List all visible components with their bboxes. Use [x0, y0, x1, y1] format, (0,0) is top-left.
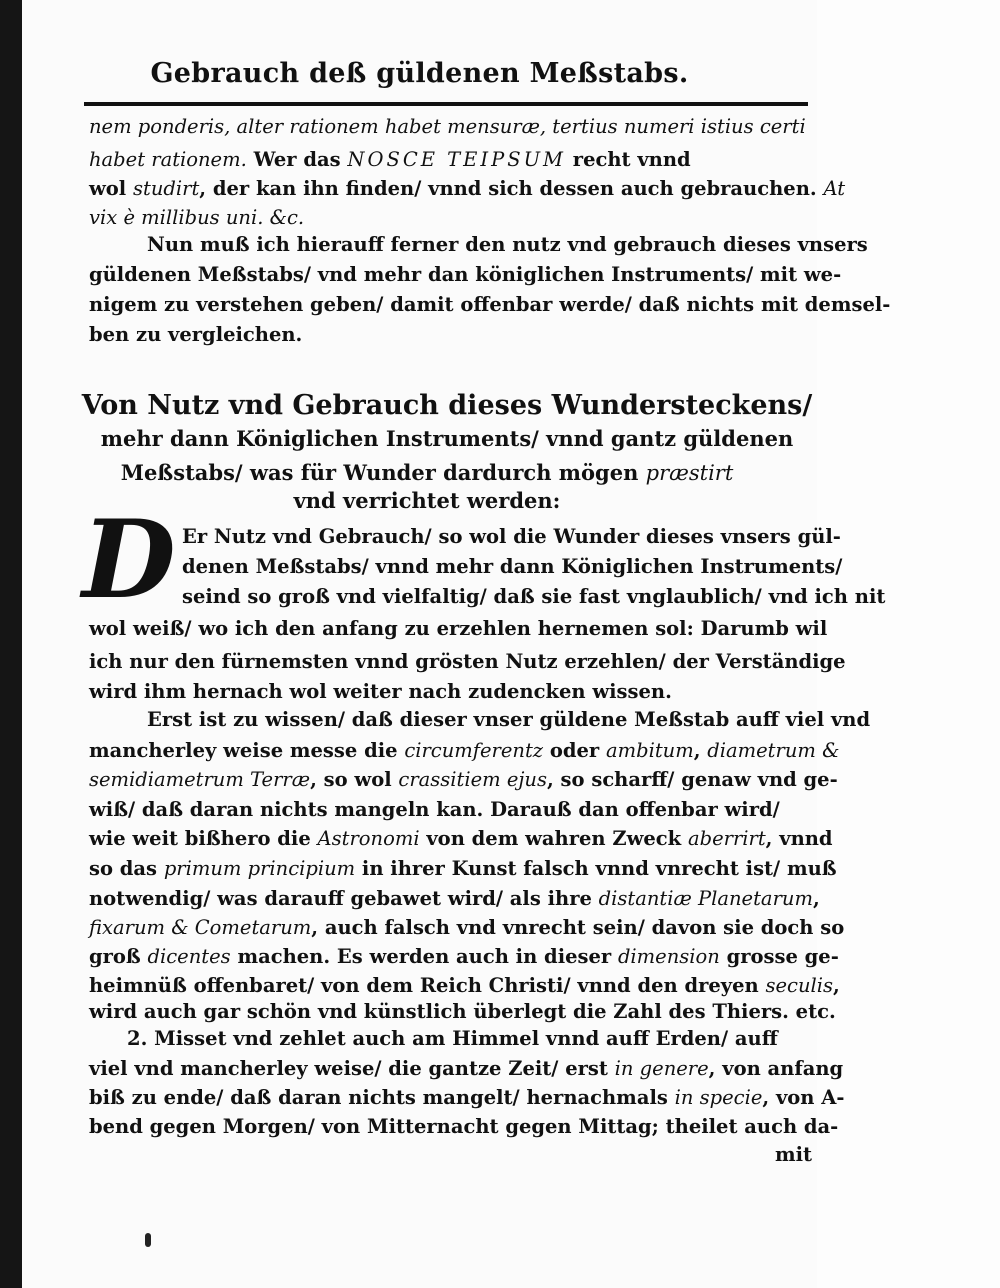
head-rule	[84, 102, 808, 106]
ink-mark	[145, 1233, 151, 1247]
running-head: Gebrauch deß güldenen Meßstabs.	[150, 58, 689, 89]
text-segment: nem ponderis, alter rationem habet mensuræ, tertius numeri istius certi	[89, 115, 806, 138]
text-line	[67, 424, 827, 454]
text-segment: distantiæ Planetarum	[598, 887, 813, 910]
text-segment: mancherley weise messe die	[89, 739, 405, 762]
text-segment: ,	[693, 739, 708, 762]
text-segment: heimnüß offenbaret/ von dem Reich Christi/ vnnd den dreyen	[89, 974, 766, 997]
text-segment: , vnnd	[765, 827, 833, 850]
text-segment: wird ihm hernach wol weiter nach zudencken wissen.	[89, 680, 672, 703]
text-segment: oder	[543, 739, 606, 762]
text-segment: dicentes	[147, 945, 231, 968]
text-segment: studirt	[133, 177, 200, 200]
text-segment: dimension	[617, 945, 720, 968]
text-segment: nigem zu verstehen geben/ damit offenbar werde/ daß nichts mit demsel-	[89, 293, 891, 316]
text-segment: wie weit bißhero die	[89, 827, 318, 850]
text-line	[89, 110, 804, 144]
text-segment: mehr dann Königlichen Instruments/ vnnd gantz güldenen	[100, 426, 794, 451]
text-segment: seculis	[765, 974, 834, 997]
text-segment: Von Nutz vnd Gebrauch dieses Wundersteckens/	[81, 390, 813, 421]
text-segment: groß	[89, 945, 148, 968]
text-segment: wiß/ daß daran nichts mangeln kan. Darauß dan offenbar wird/	[89, 798, 780, 821]
text-line	[89, 822, 833, 856]
text-segment: recht vnnd	[566, 148, 691, 171]
text-segment: Nun muß ich hierauff ferner den nutz vnd gebrauch dieses vnsers	[147, 233, 868, 256]
text-segment: , auch falsch vnd vnrecht sein/ davon sie doch so	[311, 916, 845, 939]
text-segment: in specie	[674, 1086, 763, 1109]
text-segment: grosse ge-	[719, 945, 839, 968]
text-segment: wol weiß/ wo ich den anfang zu erzehlen hernemen sol: Darumb wil	[89, 617, 828, 640]
book-page	[22, 0, 891, 1288]
text-segment: in ihrer Kunst falsch vnnd vnrecht ist/ muß	[355, 857, 837, 880]
text-line	[89, 612, 828, 646]
text-segment: so das	[89, 857, 164, 880]
text-line	[89, 645, 846, 679]
text-segment: semidiametrum Terræ	[89, 768, 311, 791]
text-segment: Astronomi	[317, 827, 420, 850]
text-segment: , so wol	[310, 768, 399, 791]
text-segment: Wer das	[246, 148, 348, 171]
text-line	[67, 386, 827, 426]
text-segment: seind so groß vnd vielfaltig/ daß sie fast vnglaublich/ vnd ich nit	[182, 585, 886, 608]
text-segment: aberrirt	[687, 827, 766, 850]
text-line	[182, 580, 886, 614]
text-segment: ambitum	[605, 739, 694, 762]
text-segment: notwendig/ was darauff gebawet wird/ als ihre	[89, 887, 599, 910]
text-line	[182, 550, 843, 584]
text-segment: diametrum &	[707, 739, 840, 762]
text-line	[89, 318, 804, 352]
text-segment: güldenen Meßstabs/ vnd mehr dan königlichen Instruments/ mit we-	[89, 263, 842, 286]
text-line	[147, 228, 868, 262]
text-segment: primum principium	[163, 857, 356, 880]
text-line	[89, 852, 837, 886]
text-segment: habet rationem.	[89, 148, 247, 171]
text-line	[182, 520, 841, 554]
text-segment: wol	[89, 177, 133, 200]
text-segment: in genere	[614, 1057, 709, 1080]
text-segment: ,	[833, 974, 840, 997]
text-segment: , so scharff/ genaw vnd ge-	[546, 768, 838, 791]
text-segment: von dem wahren Zweck	[419, 827, 688, 850]
text-segment: 2. Misset vnd zehlet auch am Himmel vnnd auff Erden/ auff	[127, 1027, 778, 1050]
text-segment: Erst ist zu wissen/ daß dieser vnser güldene Meßstab auff viel vnd	[147, 708, 871, 731]
text-segment: , der kan ihn finden/ vnnd sich dessen auch gebrauchen.	[199, 177, 824, 200]
text-segment: vnd verrichtet werden:	[293, 488, 561, 513]
text-line	[127, 1022, 812, 1056]
text-segment: biß zu ende/ daß daran nichts mangelt/ hernachmals	[89, 1086, 675, 1109]
drop-cap: D	[82, 497, 176, 623]
text-segment: ich nur den fürnemsten vnnd grösten Nutz erzehlen/ der Verständige	[89, 650, 846, 673]
text-segment: At	[823, 177, 846, 200]
text-segment: machen. Es werden auch in dieser	[230, 945, 618, 968]
text-line	[89, 258, 842, 292]
text-segment: crassitiem ejus	[398, 768, 547, 791]
text-segment: , von A-	[762, 1086, 845, 1109]
text-segment: fixarum & Cometarum	[89, 916, 312, 939]
text-segment: viel vnd mancherley weise/ die gantze Zeit/ erst	[89, 1057, 615, 1080]
catchword: mit	[774, 1143, 812, 1166]
text-segment: vix è millibus uni. &c.	[89, 206, 305, 229]
text-segment: circumferentz	[404, 739, 544, 762]
text-segment: ben zu vergleichen.	[89, 323, 303, 346]
text-segment: denen Meßstabs/ vnnd mehr dann Königlichen Instruments/	[182, 555, 843, 578]
text-segment: bend gegen Morgen/ von Mitternacht gegen Mittag; theilet auch da-	[89, 1115, 839, 1138]
text-segment: ,	[812, 887, 820, 910]
text-segment: , von anfang	[708, 1057, 844, 1080]
text-line	[147, 703, 871, 737]
book-spine-edge	[0, 0, 22, 1288]
text-segment: præstirt	[645, 461, 734, 485]
text-line	[89, 288, 891, 322]
text-segment: Meßstabs/ was für Wunder dardurch mögen	[120, 460, 646, 485]
text-line	[89, 1110, 839, 1144]
text-segment: NOSCE TEIPSUM	[347, 148, 566, 171]
text-segment: Er Nutz vnd Gebrauch/ so wol die Wunder dieses vnsers gül-	[182, 525, 841, 548]
text-segment: wird auch gar schön vnd künstlich überlegt die Zahl des Thiers. etc.	[89, 1000, 836, 1023]
text-line	[67, 458, 787, 488]
text-line	[89, 763, 838, 797]
